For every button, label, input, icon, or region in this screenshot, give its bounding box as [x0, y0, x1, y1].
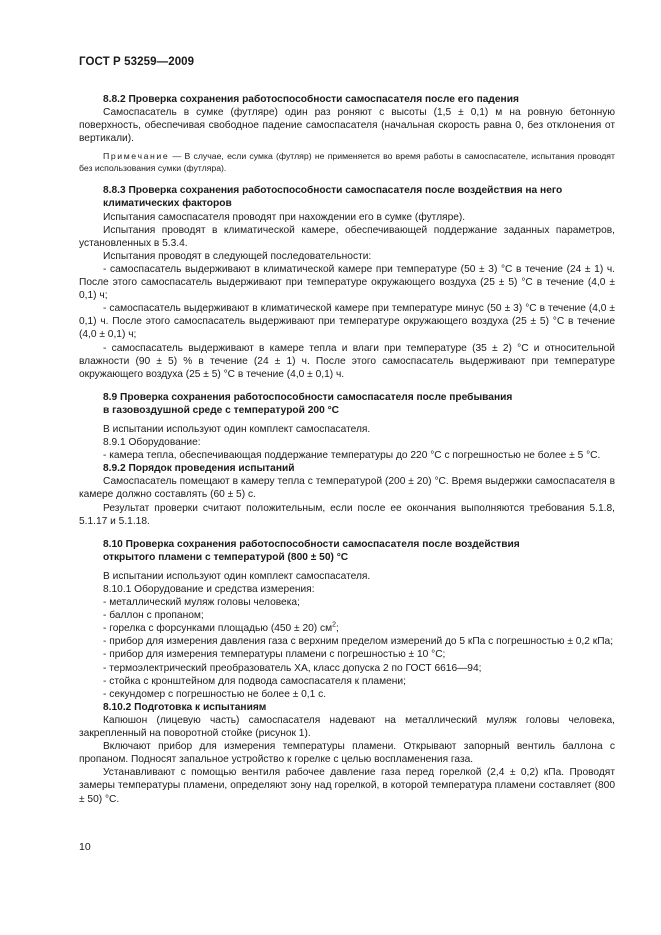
section-8-10-2-title: 8.10.2 Подготовка к испытаниям — [103, 701, 267, 713]
paragraph: В испытании используют один комплект самоспасателя. — [103, 423, 371, 435]
list-item-text: - горелка с форсунками площадью (450 ± 20) см — [103, 623, 333, 635]
paragraph: Включают прибор для измерения температуры пламени. Открывают запорный вентиль баллона с пропаном. Подносят запальное устройство к горелке с целью воспламенения газа. — [79, 741, 615, 766]
list-item: - прибор для измерения давления газа с верхним пределом измерений до 5 кПа с погрешностью ± 0,2 кПа; — [103, 636, 614, 648]
list-item: - металлический муляж головы человека; — [103, 597, 300, 609]
list-item: - баллон с пропаном; — [103, 610, 204, 622]
superscript: 2 — [332, 621, 337, 629]
list-item — [79, 622, 615, 635]
paragraph: Испытания проводят в климатической камере, обеспечивающей поддержание заданных параметров, установленных в 5.3.4. — [79, 224, 615, 249]
list-item: - стойка с кронштейном для подвода самоспасателя к пламени; — [103, 675, 406, 687]
paragraph: 8.9.1 Оборудование: — [103, 437, 201, 449]
section-8-10-title-line1: 8.10 Проверка сохранения работоспособности самоспасателя после воздействия — [103, 538, 520, 550]
page-number: 10 — [79, 841, 91, 853]
list-item: - самоспасатель выдерживают в камере тепла и влаги при температуре (35 ± 2) °С и относительной влажности (90 ± 5) % в течение (24 ± 1) ч. После этого самоспасатель выдерживают при температуре окружающего воздуха (25 ± 5) °С в течение (4,0 ± 0,1) ч. — [79, 342, 615, 380]
list-item: - прибор для измерения температуры пламени с погрешностью ± 10 °С; — [103, 649, 446, 661]
note-label: Примечание — [103, 151, 170, 162]
section-8-8-3-title: 8.8.3 Проверка сохранения работоспособности самоспасателя после воздействия на него климатических факторов — [103, 185, 563, 210]
list-item: - самоспасатель выдерживают в климатической камере при температуре (50 ± 3) °С в течение (24 ± 1) ч. После этого самоспасатель выдерживают при температуре окружающего воздуха (25 ± 5) °С в течение (4,0 ± 0,1) ч; — [79, 263, 615, 302]
paragraph: Устанавливают с помощью вентиля рабочее давление газа перед горелкой (2,4 ± 0,2) кПа. Проводят замеры температуры пламени, определяют зону над горелкой, в которой температура пламени составляет (800 ± 50) °С. — [79, 767, 615, 805]
note-text: — В случае, если сумка (футляр) не применяется во время работы в самоспасателе, испытания проводят без использования сумки (футляра). — [79, 151, 615, 173]
paragraph: Результат проверки считают положительным, если после ее окончания выполняются требования 5.1.8, 5.1.17 и 5.1.18. — [79, 502, 615, 527]
note — [79, 151, 615, 174]
document-body — [79, 93, 615, 806]
list-item: - камера тепла, обеспечивающая поддержание температуры до 220 °С с погрешностью не более ± 5 °С. — [103, 450, 601, 462]
list-item: - термоэлектрический преобразователь ХА, класс допуска 2 по ГОСТ 6616—94; — [103, 662, 482, 674]
list-item-end: ; — [336, 623, 339, 635]
section-8-9-title-line2: в газовоздушной среде с температурой 200 °С — [103, 404, 340, 416]
paragraph: 8.10.1 Оборудование и средства измерения: — [103, 584, 315, 595]
section-8-9-title-line1: 8.9 Проверка сохранения работоспособности самоспасателя после пребывания — [103, 391, 513, 403]
paragraph: В испытании используют один комплект самоспасателя. — [103, 570, 371, 582]
paragraph: Капюшон (лицевую часть) самоспасателя надевают на металлический муляж головы человека, закрепленный на поворотной стойке (рисунок 1). — [79, 714, 615, 740]
paragraph: Самоспасатель в сумке (футляре) один раз роняют с высоты (1,5 ± 0,1) м на ровную бетонную поверхность, обеспечивая свободное падение самоспасателя (начальная скорость равна 0, без отклонения от вертикали). — [79, 107, 615, 145]
section-8-10-title-line2: открытого пламени с температурой (800 ± 50) °С — [103, 551, 349, 563]
section-8-9-2-title: 8.9.2 Порядок проведения испытаний — [103, 463, 295, 475]
list-item: - самоспасатель выдерживают в климатической камере при температуре минус (50 ± 3) °С в течение (4,0 ± 0,1) ч. После этого самоспасатель выдерживают при температуре окружающего воздуха (25 ± 5) °С в течение (4,0 ± 0,1) ч; — [79, 303, 615, 341]
section-8-8-2-title: 8.8.2 Проверка сохранения работоспособности самоспасателя после его падения — [103, 94, 519, 105]
paragraph: Испытания самоспасателя проводят при нахождении его в сумке (футляре). — [103, 211, 466, 223]
list-item: - секундомер с погрешностью не более ± 0,1 с. — [103, 688, 327, 700]
paragraph: Самоспасатель помещают в камеру тепла с температурой (200 ± 20) °С. Время выдержки самоспасателя в камере должно составлять (60 ± 5) с. — [79, 476, 615, 501]
document-header: ГОСТ Р 53259—2009 — [79, 56, 195, 68]
paragraph: Испытания проводят в следующей последовательности: — [103, 250, 372, 262]
